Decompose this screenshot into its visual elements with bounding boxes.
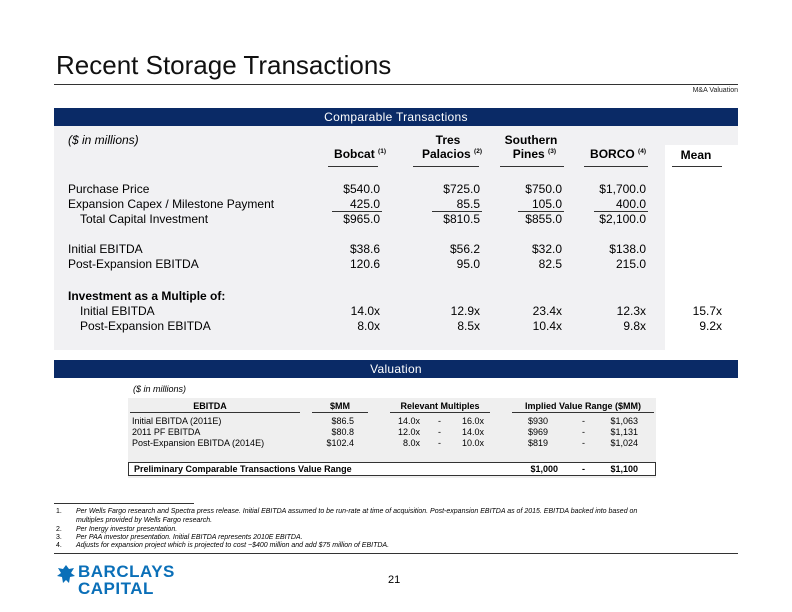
cell-mult-post-mean: 9.2x <box>699 319 722 333</box>
val-underline-multiples <box>390 412 490 413</box>
val-row-val-high: $1,131 <box>610 427 638 437</box>
val-row-label: Post-Expansion EBITDA (2014E) <box>132 438 265 448</box>
col-underline-tres <box>413 166 479 167</box>
val-underline-ebitda <box>130 412 300 413</box>
col-header-bobcat: Bobcat $^{(1)}$ <box>334 147 386 161</box>
val-row-val-low: $819 <box>527 438 548 448</box>
cell-ebitda-bobcat: $38.6 <box>349 242 380 256</box>
col-header-southern-line1: Southern <box>504 133 558 147</box>
val-row-mm: $80.8 <box>331 427 354 437</box>
col-header-mean: Mean <box>680 148 712 162</box>
col-underline-mean <box>672 166 722 167</box>
row-label-expansion-capex: Expansion Capex / Milestone Payment <box>68 197 275 211</box>
val-row-mult-low: 12.0x <box>397 427 420 437</box>
value-range-label: Preliminary Comparable Transactions Value Range <box>134 464 352 474</box>
logo-text-capital: CAPITAL <box>78 579 154 598</box>
cell-purchase-bobcat: $540.0 <box>343 182 380 196</box>
row-label-multiple-post: Post-Expansion EBITDA <box>80 319 211 333</box>
cell-capex-southern: 105.0 <box>531 197 562 211</box>
val-row-mm: $86.5 <box>331 416 354 426</box>
cell-mult-post-southern: 10.4x <box>532 319 562 333</box>
multiples-heading: Investment as a Multiple of: <box>68 289 226 303</box>
footnote-text-continued: multiples provided by Wells Fargo research. <box>76 517 213 524</box>
val-header-mm: $MM <box>330 401 350 411</box>
cell-post-tres: 95.0 <box>456 257 480 271</box>
footer-divider <box>54 553 738 554</box>
page-number: 21 <box>388 574 401 586</box>
units-label: ($ in millions) <box>68 133 139 147</box>
cell-capex-borco: 400.0 <box>615 197 646 211</box>
cell-mult-initial-mean: 15.7x <box>692 304 722 318</box>
footnote-number: 2. <box>56 526 62 533</box>
value-range-low: $1,000 <box>530 464 558 474</box>
cell-ebitda-southern: $32.0 <box>531 242 562 256</box>
valuation-units-label: ($ in millions) <box>133 384 187 394</box>
cell-mult-post-tres: 8.5x <box>457 319 480 333</box>
cell-capex-bobcat: 425.0 <box>349 197 380 211</box>
valuation-header: Valuation <box>54 360 738 378</box>
val-row-mm: $102.4 <box>326 438 354 448</box>
row-label-post-expansion-ebitda: Post-Expansion EBITDA <box>68 257 199 271</box>
val-row-dash: - <box>438 427 441 437</box>
footnote-number: 4. <box>56 542 62 549</box>
val-row-dash: - <box>582 438 585 448</box>
val-row-label: 2011 PF EBITDA <box>132 427 201 437</box>
footnote-number: 3. <box>56 534 62 541</box>
cell-total-bobcat: $965.0 <box>343 212 380 226</box>
val-row-label: Initial EBITDA (2011E) <box>132 416 222 426</box>
val-row-val-high: $1,063 <box>610 416 638 426</box>
val-header-ebitda: EBITDA <box>193 401 227 411</box>
value-range-dash: - <box>582 464 585 474</box>
footnote-text: Per Wells Fargo research and Spectra press release. Initial EBITDA assumed to be run-rate at time of acquisition. Post-expansion EBITDA as of 2015. EBITDA backed into based on <box>76 508 638 515</box>
col-underline-southern <box>500 166 564 167</box>
val-row-val-high: $1,024 <box>610 438 638 448</box>
cell-total-tres: $810.5 <box>443 212 480 226</box>
col-underline-borco <box>584 166 648 167</box>
val-row-dash: - <box>582 416 585 426</box>
val-row-val-low: $969 <box>527 427 548 437</box>
val-row-dash: - <box>582 427 585 437</box>
cell-total-borco: $2,100.0 <box>599 212 646 226</box>
col-header-tres-line1: Tres <box>435 133 461 147</box>
cell-mult-initial-southern: 23.4x <box>532 304 562 318</box>
footnote-text: Adjusts for expansion project which is projected to cost ~$400 million and add $75 million of EBITDA. <box>76 542 390 549</box>
value-range-high: $1,100 <box>610 464 638 474</box>
cell-post-southern: 82.5 <box>538 257 562 271</box>
val-row-mult-low: 8.0x <box>402 438 420 448</box>
val-row-mult-low: 14.0x <box>397 416 420 426</box>
footnote-text: Per PAA investor presentation. Initial EBITDA represents 2010E EBITDA. <box>76 534 303 541</box>
val-row-mult-high: 14.0x <box>461 427 484 437</box>
cell-mult-initial-borco: 12.3x <box>616 304 646 318</box>
cell-ebitda-tres: $56.2 <box>449 242 480 256</box>
barclays-capital-logo <box>56 562 176 598</box>
eagle-icon <box>56 564 76 586</box>
footnote-number: 1. <box>56 508 62 515</box>
cell-post-bobcat: 120.6 <box>349 257 380 271</box>
cell-mult-post-bobcat: 8.0x <box>357 319 380 333</box>
val-underline-implied <box>512 412 654 413</box>
comparable-transactions-header: Comparable Transactions <box>54 108 738 126</box>
col-header-tres-palacios: Palacios $^{(2)}$ <box>422 147 482 161</box>
val-row-val-low: $930 <box>527 416 548 426</box>
val-row-mult-high: 16.0x <box>461 416 484 426</box>
footnote-text: Per Inergy investor presentation. <box>76 526 178 533</box>
row-label-purchase-price: Purchase Price <box>68 182 150 196</box>
footnote-divider <box>54 503 194 504</box>
row-label-total-capital: Total Capital Investment <box>80 212 209 226</box>
val-underline-mm <box>312 412 368 413</box>
val-row-dash: - <box>438 416 441 426</box>
page-title: Recent Storage Transactions <box>56 50 392 80</box>
logo-text-barclays: BARCLAYS <box>78 562 175 581</box>
section-tag: M&A Valuation <box>692 87 738 94</box>
val-header-implied: Implied Value Range ($MM) <box>524 401 642 411</box>
title-divider <box>54 84 738 85</box>
cell-capex-tres: 85.5 <box>456 197 480 211</box>
cell-post-borco: 215.0 <box>615 257 646 271</box>
cell-mult-initial-bobcat: 14.0x <box>350 304 380 318</box>
cell-ebitda-borco: $138.0 <box>609 242 646 256</box>
col-header-southern-pines: Pines $^{(3)}$ <box>512 147 556 161</box>
val-header-multiples: Relevant Multiples <box>400 401 480 411</box>
row-label-multiple-initial: Initial EBITDA <box>80 304 155 318</box>
cell-mult-post-borco: 9.8x <box>623 319 646 333</box>
cell-total-southern: $855.0 <box>525 212 562 226</box>
cell-mult-initial-tres: 12.9x <box>450 304 480 318</box>
val-row-dash: - <box>438 438 441 448</box>
col-underline-bobcat <box>328 166 378 167</box>
col-header-borco: BORCO $^{(4)}$ <box>590 147 646 161</box>
cell-purchase-tres: $725.0 <box>443 182 480 196</box>
row-label-initial-ebitda: Initial EBITDA <box>68 242 143 256</box>
val-row-mult-high: 10.0x <box>461 438 484 448</box>
cell-purchase-borco: $1,700.0 <box>599 182 646 196</box>
cell-purchase-southern: $750.0 <box>525 182 562 196</box>
